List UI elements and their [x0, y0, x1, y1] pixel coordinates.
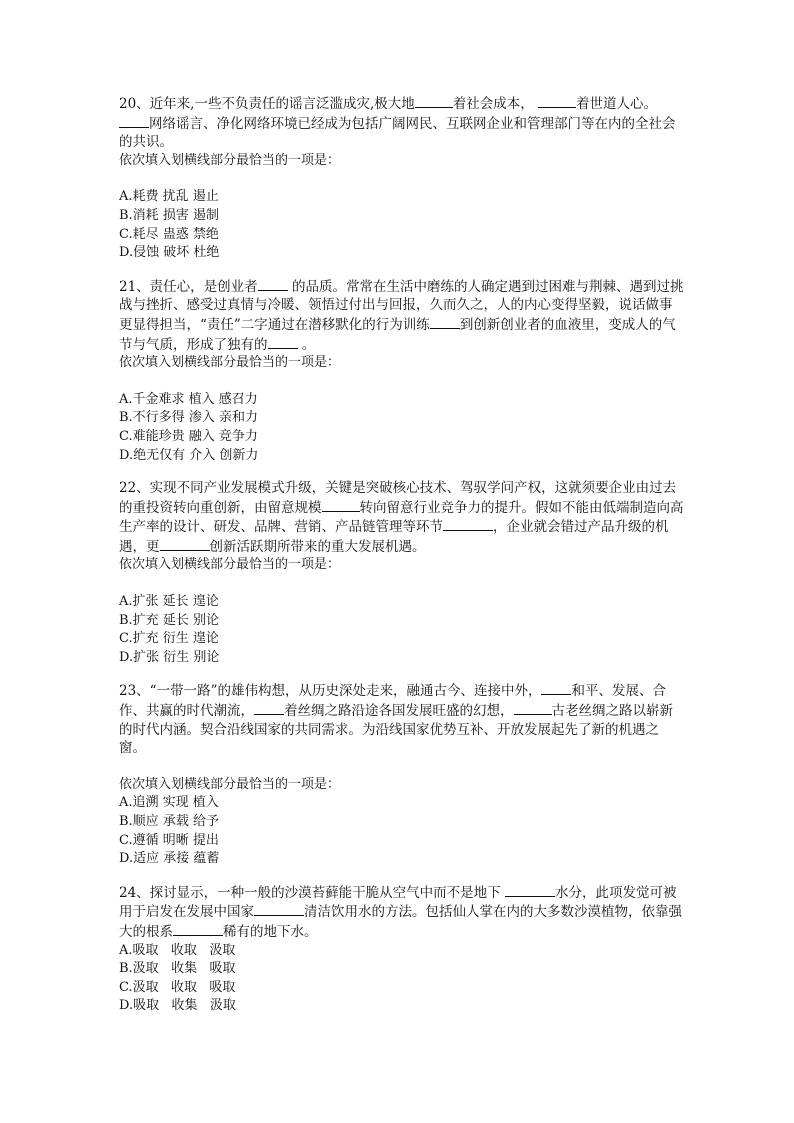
- blank: [541, 681, 571, 695]
- option-c[interactable]: C.难能珍贵 融入 竞争力: [119, 428, 258, 444]
- option-a[interactable]: A.吸取 收取 汲取: [119, 942, 236, 958]
- question-prompt: 依次填入划横线部分最恰当的一项是：: [119, 557, 341, 573]
- option-d[interactable]: D.侵蚀 破坏 杜绝: [119, 245, 220, 261]
- blank: [415, 94, 453, 108]
- question-prompt: 依次填入划横线部分最恰当的一项是：: [119, 355, 341, 371]
- option-a[interactable]: A.追溯 实现 植入: [119, 795, 219, 811]
- question-stem: 23、“一带一路”的雄伟构想，从历史深处走来，融通古今、连接中外， 和平、发展、合作、共赢的时代潮流， 着丝绸之路沿途各国发展旺盛的幻想， 古老丝绸之路以崭新的时代内涵。契合沿线国家的共同需求。为沿线国家优势互补、开放发展起先了新的机遇之窗。: [119, 683, 673, 757]
- blank: [443, 517, 493, 531]
- question-20: [119, 94, 685, 263]
- blank: [258, 277, 288, 291]
- blank: [160, 537, 210, 551]
- option-d[interactable]: D.吸取 收集 汲取: [119, 998, 236, 1014]
- option-b[interactable]: B.汲取 收集 吸取: [119, 961, 236, 977]
- option-c[interactable]: C.扩充 衍生 遑论: [119, 631, 219, 647]
- question-24: [119, 883, 685, 1016]
- question-23: [119, 681, 685, 868]
- blank: [514, 701, 552, 715]
- blank: [430, 315, 460, 329]
- question-22: [119, 479, 685, 667]
- question-prompt: 依次填入划横线部分最恰当的一项是：: [119, 152, 341, 168]
- blank: [538, 94, 576, 108]
- question-21: [119, 277, 685, 465]
- option-a[interactable]: A.扩张 延长 遑论: [119, 594, 219, 610]
- option-b[interactable]: B.顺应 承载 给予: [119, 814, 219, 829]
- blank: [254, 902, 304, 916]
- option-d[interactable]: D.绝无仅有 介入 创新力: [119, 447, 259, 463]
- option-c[interactable]: C.耗尽 蛊惑 禁绝: [119, 226, 219, 242]
- question-stem: 20、近年来,一些不负责任的谣言泛滥成灾,极大地 着社会成本， 着世道人心。网络谣言、净化网络环境已经成为包括广阔网民、互联网企业和管理部门等在内的全社会的共识。: [119, 96, 676, 151]
- option-d[interactable]: D.扩张 衍生 别论: [119, 649, 220, 665]
- option-a[interactable]: A.千金难求 植入 感召力: [119, 391, 258, 407]
- option-a[interactable]: A.耗费 扰乱 遏止: [119, 189, 219, 205]
- option-c[interactable]: C.遵循 明晰 提出: [119, 832, 219, 848]
- option-b[interactable]: B.不行多得 渗入 亲和力: [119, 410, 258, 426]
- question-stem: 24、探讨显示，一种一般的沙漠苔藓能干脆从空气中而不是地下 水分，此项发觉可被用于启发在发展中国家 清洁饮用水的方法。包括仙人掌在内的大多数沙漠植物，依靠强大的根系 稀有的地下水。: [119, 884, 682, 940]
- question-stem: 22、实现不同产业发展模式升级，关键是突破核心技术、驾驭学问产权，这就须要企业由过去的重投资转向重创新，由留意规模 转向留意行业竞争力的提升。假如不能由低端制造向高生产率的设计、研发、品牌、营销、产品链管理等环节 ，企业就会错过产品升级的机遇，更 创新活跃期所带来的重大发展机遇。: [119, 480, 684, 555]
- option-c[interactable]: C.汲取 收取 吸取: [119, 979, 236, 995]
- blank: [322, 498, 360, 512]
- question-stem: 21、责任心，是创业者 的品质。常常在生活中磨练的人确定遇到过困难与荆棘、遇到过挑战与挫折、感受过真情与冷暖、领悟过付出与回报，久而久之，人的内心变得坚毅，说话做事更显得担当，“责任”二字通过在潜移默化的行为训练 到创新创业者的血液里，变成人的气节与气质，形成了独有的 。: [119, 278, 684, 353]
- blank: [119, 114, 149, 128]
- blank: [173, 922, 223, 936]
- question-sheet: [119, 94, 685, 1030]
- option-d[interactable]: D.适应 承接 蕴蓄: [119, 851, 220, 867]
- blank: [505, 883, 555, 897]
- blank: [254, 701, 284, 715]
- option-b[interactable]: B.消耗 损害 遏制: [119, 207, 219, 223]
- question-prompt: 依次填入划横线部分最恰当的一项是：: [119, 776, 341, 792]
- blank: [268, 335, 298, 349]
- option-b[interactable]: B.扩充 延长 别论: [119, 612, 219, 628]
